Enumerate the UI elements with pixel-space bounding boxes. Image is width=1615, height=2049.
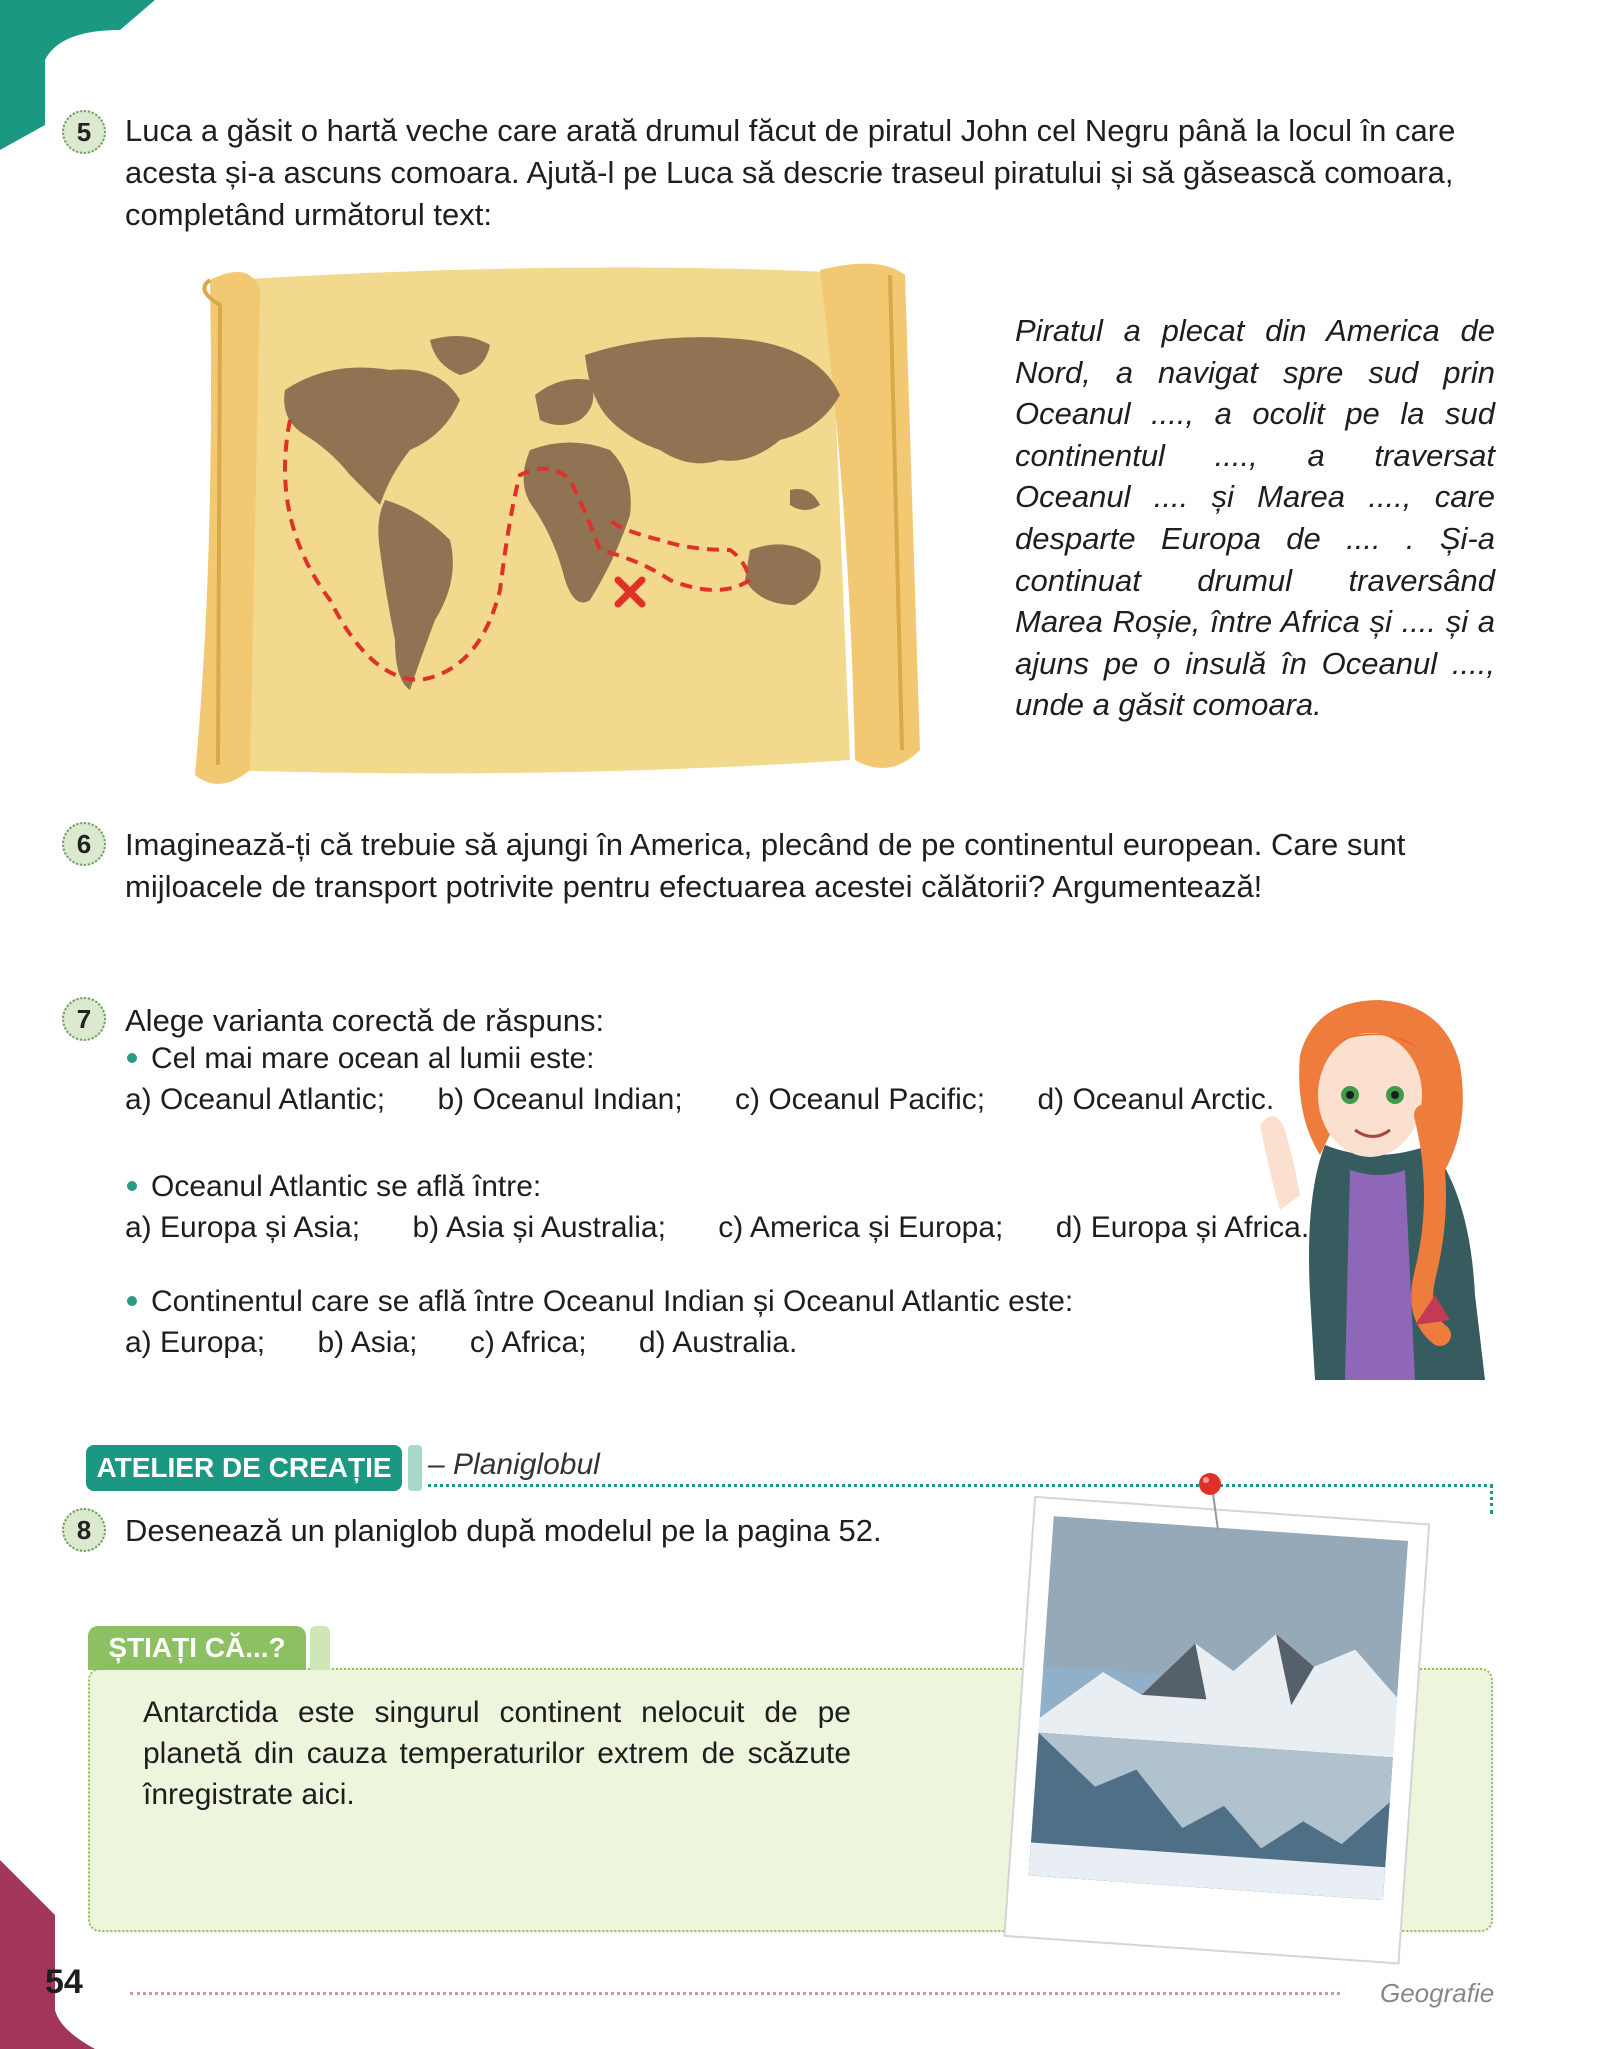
stiati-ca-tab-decoration <box>310 1626 330 1670</box>
treasure-map-illustration <box>190 260 930 790</box>
question-6-text: Imaginează-ți că trebuie să ajungi în America, plecând de pe continentul european. Care sunt mijloacele de transport potrivite pentru efectuarea acestei călătorii? Argumentează! <box>125 827 1406 904</box>
q7-item-1-options <box>125 1083 1318 1117</box>
q7-item-3-options <box>125 1326 841 1360</box>
option-c[interactable]: c) Oceanul Pacific; <box>735 1083 986 1116</box>
option-d[interactable]: d) Australia. <box>638 1326 798 1359</box>
atelier-dotted-line-end <box>1490 1484 1493 1514</box>
map-left-roll <box>195 272 260 784</box>
question-7-badge: 7 <box>62 997 106 1041</box>
question-5-badge: 5 <box>62 110 106 154</box>
girl-character-illustration <box>1255 995 1495 1380</box>
q7-item-2-options <box>125 1211 1353 1245</box>
page-number: 54 <box>45 1963 83 2001</box>
question-8-text: Desenează un planiglob după modelul pe la pagina 52. <box>125 1513 882 1548</box>
option-a[interactable]: a) Oceanul Atlantic; <box>125 1083 386 1116</box>
option-a[interactable]: a) Europa și Asia; <box>125 1211 361 1244</box>
question-5-fill-paragraph: Piratul a plecat din America de Nord, a navigat spre sud prin Oceanul ...., a ocolit pe la sud continentul ...., a traversat Oceanul .... și Marea ...., care desparte Europa de .... . Și-a continuat drumul traversând Marea Roșie, între Africa și .... și a ajuns pe o insulă în Oceanul ...., unde a găsit comoara. <box>1015 313 1495 723</box>
option-d[interactable]: d) Oceanul Arctic. <box>1037 1083 1275 1116</box>
atelier-tab-decoration <box>408 1445 422 1491</box>
question-8-badge: 8 <box>62 1508 106 1552</box>
option-b[interactable]: b) Asia; <box>317 1326 418 1359</box>
option-b[interactable]: b) Asia și Australia; <box>412 1211 666 1244</box>
option-a[interactable]: a) Europa; <box>125 1326 266 1359</box>
option-b[interactable]: b) Oceanul Indian; <box>437 1083 683 1116</box>
question-7-intro: Alege varianta corectă de răspuns: <box>125 1003 605 1038</box>
option-c[interactable]: c) America și Europa; <box>718 1211 1004 1244</box>
option-d[interactable]: d) Europa și Africa. <box>1055 1211 1310 1244</box>
atelier-subtitle: – Planiglobul <box>428 1448 600 1481</box>
q7-item-2 <box>125 1170 541 1204</box>
q7-item-1-question: Cel mai mare ocean al lumii este: <box>151 1042 595 1075</box>
footer-subject: Geografie <box>1380 1978 1495 2008</box>
q7-item-1 <box>125 1042 595 1076</box>
q7-item-3-question: Continentul care se află între Oceanul Indian și Oceanul Atlantic este: <box>151 1285 1074 1318</box>
option-c[interactable]: c) Africa; <box>469 1326 587 1359</box>
question-5-text: Luca a găsit o hartă veche care arată drumul făcut de piratul John cel Negru până la locul în care acesta și-a ascuns comoara. Ajută-l pe Luca să descrie traseul piratului și să găsească comoara, completând următorul text: <box>125 113 1456 232</box>
q7-item-3 <box>125 1285 1073 1319</box>
stiati-ca-label: ȘTIAȚI CĂ...? <box>88 1626 306 1670</box>
red-pushpin-icon <box>1199 1473 1221 1495</box>
atelier-label: ATELIER DE CREAȚIE <box>86 1445 402 1491</box>
q7-item-2-question: Oceanul Atlantic se află între: <box>151 1170 542 1203</box>
stiati-ca-text: Antarctida este singurul continent nelocuit de pe planetă din cauza temperaturilor extrem de scăzute înregistrate aici. <box>143 1696 851 1811</box>
antarctica-photo <box>990 1470 1440 1975</box>
footer-dotted-line <box>130 1992 1340 1995</box>
question-6-badge: 6 <box>62 822 106 866</box>
